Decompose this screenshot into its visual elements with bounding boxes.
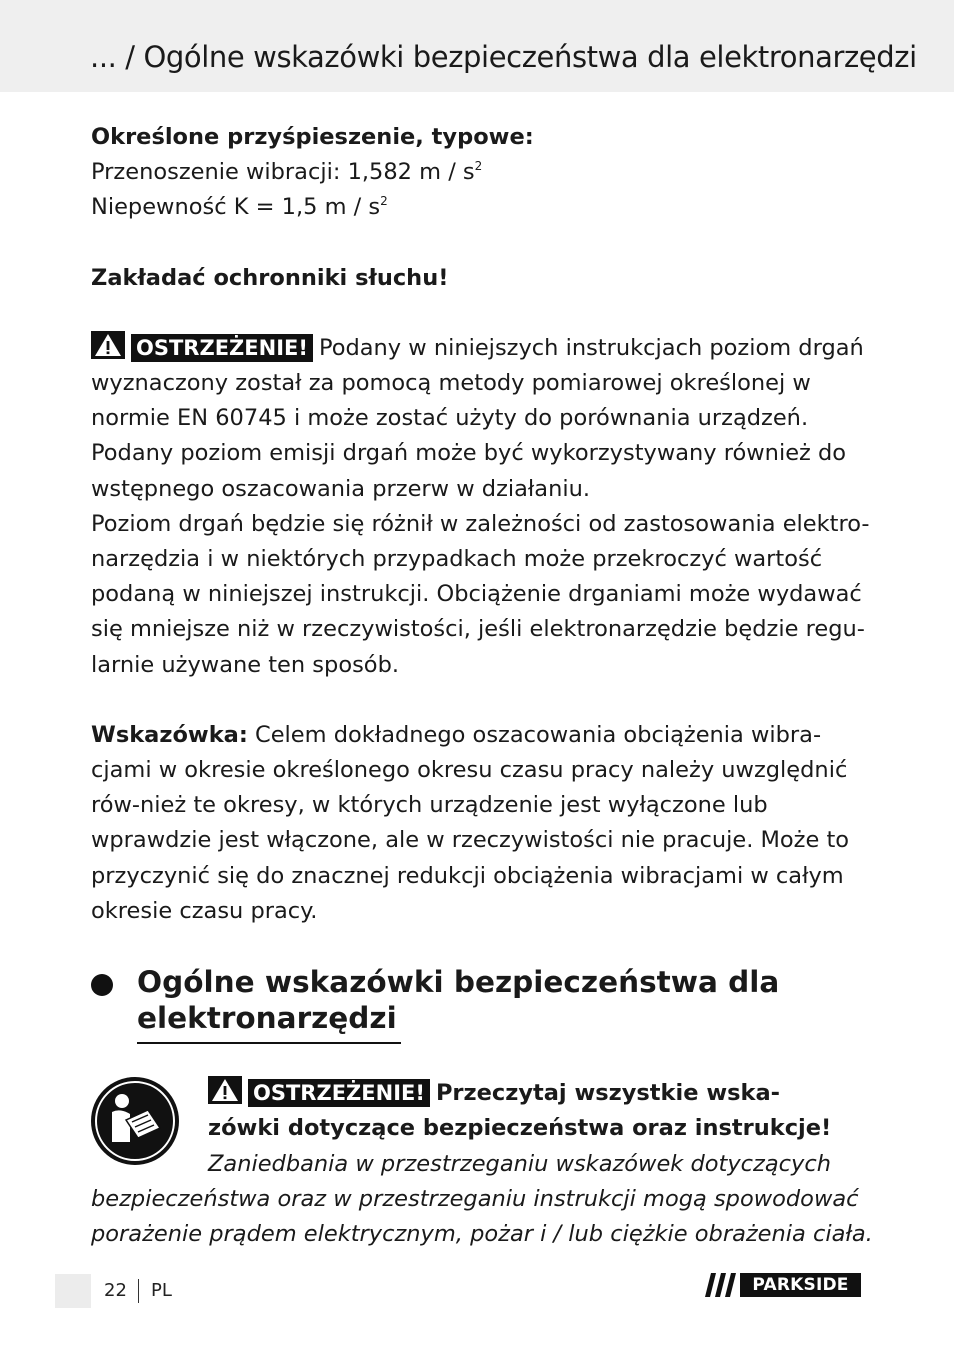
footer-divider bbox=[138, 1279, 139, 1303]
language-code: PL bbox=[151, 1280, 172, 1301]
warning-label: OSTRZEŻENIE! bbox=[131, 334, 313, 362]
spec-heading: Określone przyśpieszenie, typowe: bbox=[91, 124, 534, 150]
spec-line-vibration-sup: 2 bbox=[474, 159, 483, 174]
bullet-icon bbox=[91, 974, 113, 996]
hearing-protection-notice: Zakładać ochronniki słuchu! bbox=[91, 264, 449, 291]
section-title bbox=[137, 964, 857, 1036]
warning-bold-text-b: zówki dotyczące bezpieczeństwa oraz instrukcje! bbox=[208, 1115, 832, 1142]
vibration-level-paragraph: Poziom drgań będzie się różnił w zależności od zastosowania elektro-narzędzia i w niektórych przypadkach może przekroczyć wartość podaną w niniejszej instrukcji. Obciążenie drganiami może wydawać się mniejsze niż w rzeczywistości, jeśli elektronarzędzie będzie regu-larnie używane ten sposób. bbox=[91, 510, 870, 678]
parkside-logo bbox=[705, 1273, 863, 1297]
parkside-stripes-icon bbox=[705, 1273, 739, 1297]
page-number: 22 bbox=[104, 1280, 127, 1301]
warning-bold-text-a: Przeczytaj wszystkie wska- bbox=[435, 1080, 780, 1106]
warning-vibration-text: Podany w niniejszych instrukcjach poziom drgań wyznaczony został za pomocą metody pomiarowej określonej w normie EN 60745 i może zostać użyty do porównania urządzeń. Podany poziom emisji drgań może być wykorzystywany również do wstępnego oszacowania przerw w działaniu. bbox=[91, 334, 864, 502]
section-title-line2: elektronarzędzi bbox=[137, 1001, 397, 1035]
warning-read-instructions bbox=[208, 1076, 888, 1146]
warning-consequences bbox=[91, 1147, 881, 1253]
warning-triangle-icon bbox=[91, 331, 125, 359]
main-content bbox=[91, 120, 871, 929]
spec-line-vibration-text: Przenoszenie wibracji: 1,582 m / s bbox=[91, 159, 475, 186]
brand-name: PARKSIDE bbox=[740, 1273, 861, 1297]
section-title-line1: Ogólne wskazówki bezpieczeństwa dla bbox=[137, 965, 780, 999]
spec-line-uncertainty-sup: 2 bbox=[380, 194, 388, 209]
spec-line-uncertainty bbox=[91, 190, 871, 225]
hint-text: Celem dokładnego oszacowania obciążenia wibra-cjami w okresie określonego okresu czasu pracy należy uwzględnić rów-nież te okresy, w których urządzenie jest wyłączone lub wprawdzie jest włączone, ale w rzeczywistości nie pracuje. Może to przyczynić się do znacznej redukcji obciążenia wibracjami w całym okresie czasu pracy. bbox=[91, 721, 850, 924]
page-header-title: ... / Ogólne wskazówki bezpieczeństwa dla elektronarzędzi bbox=[90, 40, 917, 74]
warning-vibration-paragraph bbox=[91, 331, 871, 507]
hint-label: Wskazówka: bbox=[91, 721, 248, 748]
warning-triangle-icon bbox=[208, 1076, 242, 1104]
section-title-underline bbox=[137, 1042, 401, 1044]
spec-line-vibration bbox=[91, 155, 871, 190]
warning-italic-rest: bezpieczeństwa oraz w przestrzeganiu instrukcji mogą spowodować porażenie prądem elektrycznym, pożar i / lub ciężkie obrażenia ciała. bbox=[91, 1186, 873, 1248]
warning-label: OSTRZEŻENIE! bbox=[248, 1079, 430, 1107]
warning-italic-line1: Zaniedbania w przestrzeganiu wskazówek dotyczących bbox=[208, 1151, 831, 1177]
hint-paragraph bbox=[91, 718, 871, 929]
footer-page-box bbox=[55, 1274, 91, 1308]
spec-line-uncertainty-text: Niepewność K = 1,5 m / s bbox=[91, 194, 381, 221]
